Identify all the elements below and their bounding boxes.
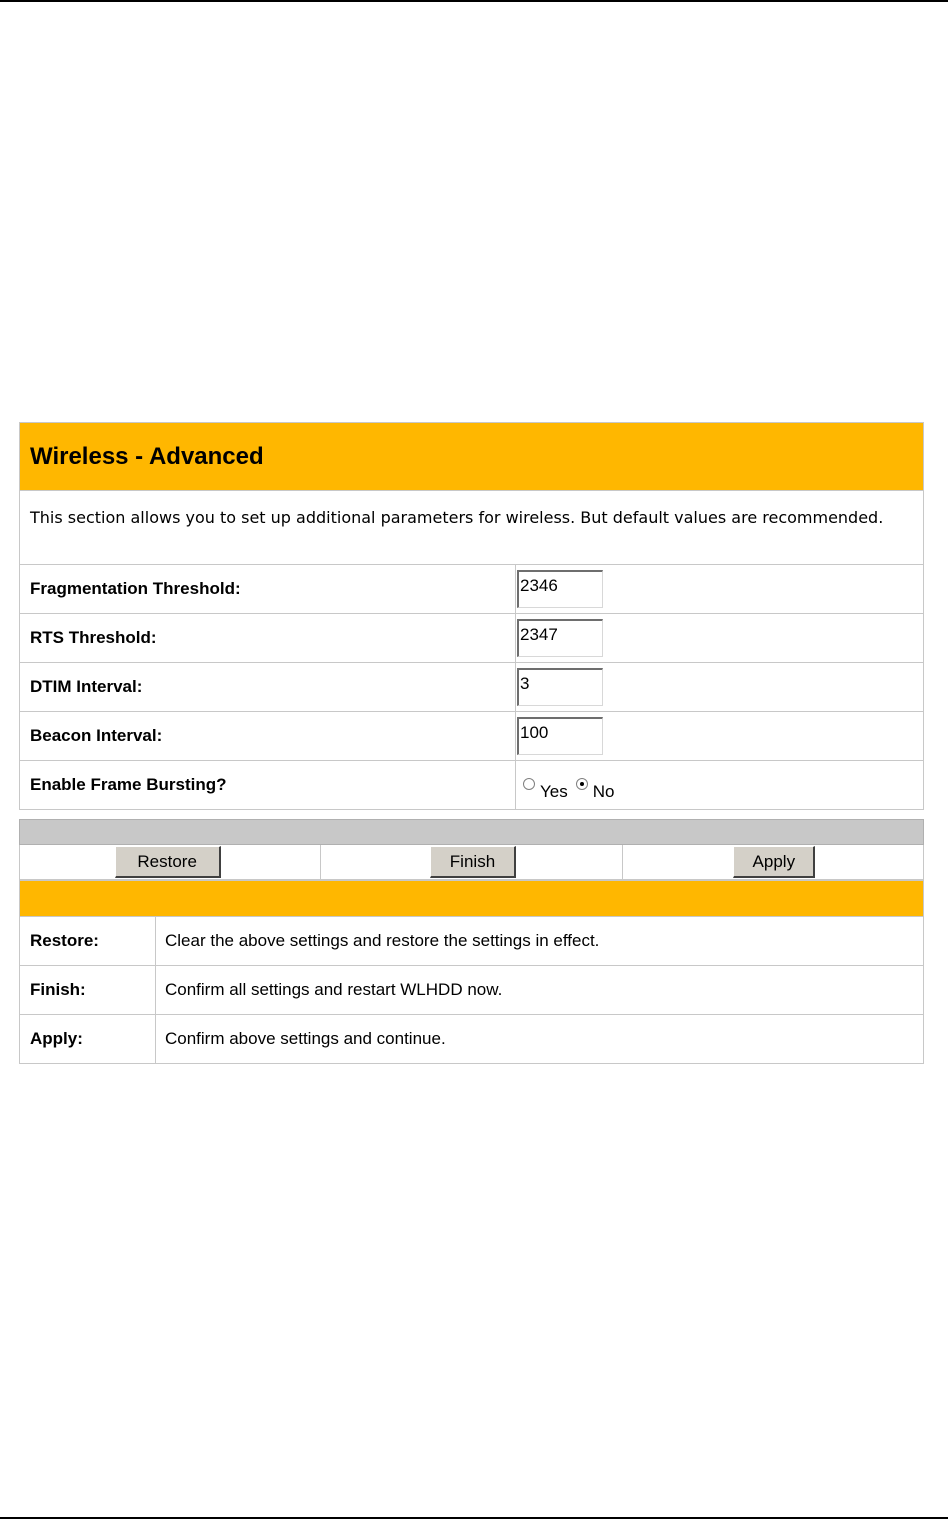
frame-bursting-yes-label: Yes (540, 782, 568, 801)
finish-button[interactable]: Finish (430, 846, 516, 878)
dtim-interval-row (19, 663, 924, 712)
apply-button[interactable]: Apply (733, 846, 815, 878)
section-description: This section allows you to set up additional parameters for wireless. But default values are recommended. (19, 491, 924, 565)
help-definition-finish: Confirm all settings and restart WLHDD now. (165, 980, 503, 999)
restore-button[interactable]: Restore (115, 846, 221, 878)
help-row-restore (19, 917, 924, 966)
help-term-finish: Finish: (20, 966, 156, 1014)
dtim-interval-input[interactable] (517, 668, 603, 706)
wireless-advanced-panel (19, 422, 924, 1064)
fragmentation-threshold-label: Fragmentation Threshold: (20, 565, 516, 613)
action-bar-header (19, 819, 924, 845)
dtim-interval-label: DTIM Interval: (20, 663, 516, 711)
page-title: Wireless - Advanced (19, 422, 924, 491)
frame-bursting-no-label: No (592, 782, 615, 801)
fragmentation-threshold-row (19, 565, 924, 614)
frame-bursting-row (19, 761, 924, 810)
top-rule (0, 0, 948, 2)
beacon-interval-input[interactable] (517, 717, 603, 755)
bottom-rule (0, 1517, 948, 1519)
help-definition-restore: Clear the above settings and restore the settings in effect. (165, 931, 600, 950)
beacon-interval-label: Beacon Interval: (20, 712, 516, 760)
fragmentation-threshold-input[interactable] (517, 570, 603, 608)
frame-bursting-label: Enable Frame Bursting? (20, 761, 516, 809)
action-buttons-row (19, 845, 924, 880)
frame-bursting-radio-group (517, 768, 622, 802)
help-row-apply (19, 1015, 924, 1064)
help-term-restore: Restore: (20, 917, 156, 965)
rts-threshold-row (19, 614, 924, 663)
help-header-bar (19, 880, 924, 917)
help-row-finish (19, 966, 924, 1015)
rts-threshold-label: RTS Threshold: (20, 614, 516, 662)
rts-threshold-input[interactable] (517, 619, 603, 657)
frame-bursting-no-radio[interactable] (576, 778, 588, 790)
help-term-apply: Apply: (20, 1015, 156, 1063)
help-definition-apply: Confirm above settings and continue. (165, 1029, 446, 1048)
frame-bursting-yes-radio[interactable] (523, 778, 535, 790)
beacon-interval-row (19, 712, 924, 761)
